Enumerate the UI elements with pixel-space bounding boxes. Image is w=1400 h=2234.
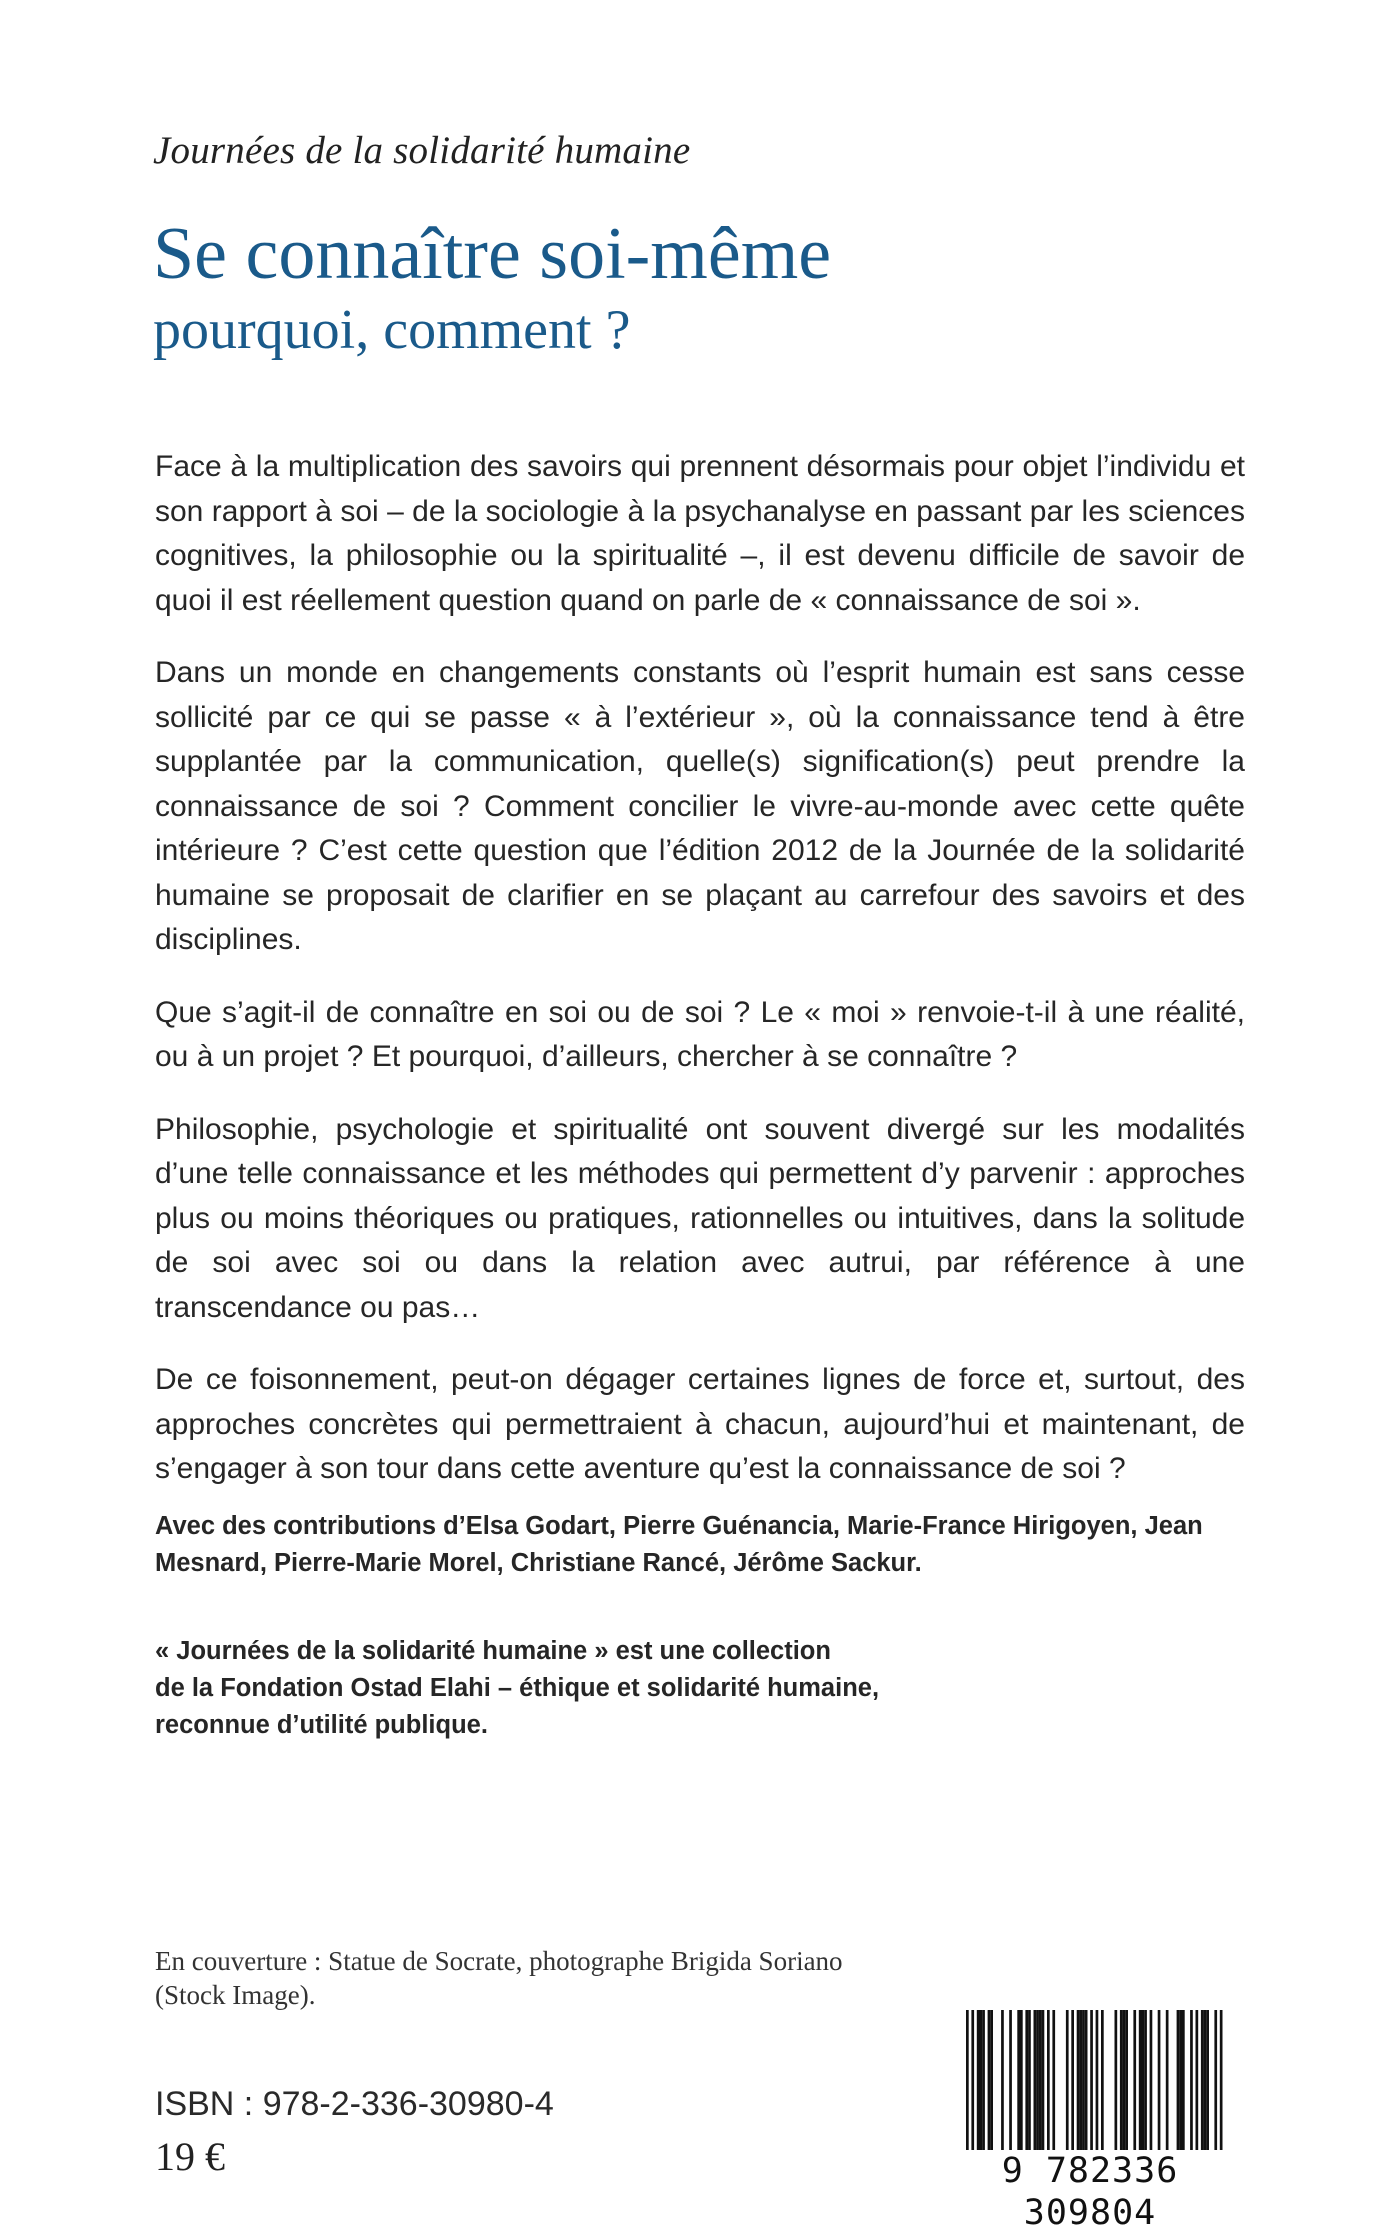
- barcode-bar: [1206, 2010, 1209, 2158]
- barcode-bar: [1125, 2010, 1128, 2158]
- barcode-bar: [1123, 2010, 1126, 2158]
- barcode-bar: [1082, 2010, 1085, 2158]
- barcode-bar: [1052, 2010, 1055, 2158]
- barcode-bar: [1182, 2010, 1185, 2158]
- blurb: [155, 445, 1245, 1520]
- blurb-paragraph: De ce foisonnement, peut-on dégager certaines lignes de force et, surtout, des approches concrètes qui permettraient à chacun, aujourd’hui et maintenant, de s’engager à son tour dans cette aventure qu’est la connaissance de soi ?: [155, 1363, 1245, 1485]
- barcode-bar: [1001, 2010, 1004, 2158]
- barcode-bar: [1077, 2010, 1080, 2158]
- barcode-bar: [1028, 2010, 1031, 2158]
- barcode-bar: [1120, 2010, 1123, 2158]
- cover-credit-line: En couverture : Statue de Socrate, photographe Brigida Soriano: [155, 1946, 843, 1976]
- barcode-bar: [1034, 2010, 1037, 2158]
- isbn: ISBN : 978-2-336-30980-4: [155, 2085, 554, 2123]
- barcode-bar: [1017, 2010, 1020, 2158]
- collection-note-line: de la Fondation Ostad Elahi – éthique et solidarité humaine,: [155, 1674, 880, 1702]
- barcode-bar: [1101, 2010, 1104, 2158]
- blurb-paragraph: Dans un monde en changements constants où l’esprit humain est sans cesse sollicité par ce qui se passe « à l’extérieur », où la connaissance tend à être supplantée par la communication, quelle(s) signification(s) peut prendre la connaissance de soi ? Comment concilier le vivre-au-monde avec cette quête intérieure ? C’est cette question que l’édition 2012 de la Journée de la solidarité humaine se proposait de clarifier en se plaçant au carrefour des savoirs et des disciplines.: [155, 656, 1245, 956]
- barcode-bar: [1042, 2010, 1045, 2158]
- barcode-bar: [1039, 2010, 1042, 2158]
- barcode-bar: [1166, 2010, 1169, 2158]
- blurb-paragraph: Face à la multiplication des savoirs qui prennent désormais pour objet l’individu et son rapport à soi – de la sociologie à la psychanalyse en passant par les sciences cognitives, la philosophie ou la spiritualité –, il est devenu difficile de savoir de quoi il est réellement question quand on parle de « connaissance de soi ».: [155, 450, 1245, 617]
- barcode-bar: [980, 2010, 983, 2158]
- barcode-bar: [1196, 2010, 1199, 2158]
- barcode-digits: 9 782336 309804: [940, 2150, 1240, 2234]
- barcode-bar: [1079, 2010, 1082, 2158]
- book-subtitle: pourquoi, comment ?: [153, 299, 631, 361]
- barcode-bar: [1158, 2010, 1161, 2158]
- barcode-bar: [1139, 2010, 1142, 2158]
- barcode-bar: [1177, 2010, 1180, 2158]
- barcode-bar: [977, 2010, 980, 2158]
- barcode-bar: [1020, 2010, 1023, 2158]
- barcode-bar: [1179, 2010, 1182, 2158]
- barcode-bar: [1025, 2010, 1028, 2158]
- collection-note-line: reconnue d’utilité publique.: [155, 1711, 488, 1739]
- cover-credit: [155, 1944, 935, 2012]
- blurb-paragraph: Philosophie, psychologie et spiritualité ont souvent divergé sur les modalités d’une telle connaissance et les méthodes qui permettent d’y parvenir : approches plus ou moins théoriques ou pratiques, rationnelles ou intuitives, dans la solitude de soi avec soi ou dans la relation avec autrui, par référence à une transcendance ou pas…: [155, 1112, 1245, 1324]
- book-title: Se connaître soi-même: [153, 213, 832, 295]
- barcode-bar: [988, 2010, 991, 2158]
- barcode-bar: [1009, 2010, 1012, 2158]
- barcode-bar: [1071, 2010, 1074, 2158]
- blurb-paragraph: Que s’agit-il de connaître en soi ou de soi ? Le « moi » renvoie-t-il à une réalité, ou à un projet ? Et pourquoi, d’ailleurs, chercher à se connaître ?: [155, 995, 1245, 1073]
- barcode-bar: [1204, 2010, 1207, 2158]
- barcode-bar: [1190, 2010, 1193, 2158]
- barcode-bar: [1142, 2010, 1145, 2158]
- barcode-bar: [1144, 2010, 1147, 2158]
- collection-note-line: « Journées de la solidarité humaine » est une collection: [155, 1637, 831, 1665]
- collection-note: [155, 1633, 1055, 1744]
- barcode-bar: [1085, 2010, 1088, 2158]
- barcode-bar: [1201, 2010, 1204, 2158]
- barcode-bar: [990, 2010, 993, 2158]
- barcode-bar: [1115, 2010, 1118, 2158]
- contributors: Avec des contributions d’Elsa Godart, Pierre Guénancia, Marie-France Hirigoyen, Jean Mesnard, Pierre-Marie Morel, Christiane Rancé, Jérôme Sackur.: [155, 1512, 1203, 1577]
- barcode-bar: [1036, 2010, 1039, 2158]
- price: 19 €: [155, 2134, 225, 2179]
- barcode-bar: [1150, 2010, 1153, 2158]
- series-name: Journées de la solidarité humaine: [153, 129, 691, 172]
- barcode-bar: [1133, 2010, 1136, 2158]
- barcode-bar: [982, 2010, 985, 2158]
- cover-credit-line: (Stock Image).: [155, 1980, 316, 2010]
- barcode-bar: [1066, 2010, 1069, 2158]
- barcode-bar: [1047, 2010, 1050, 2158]
